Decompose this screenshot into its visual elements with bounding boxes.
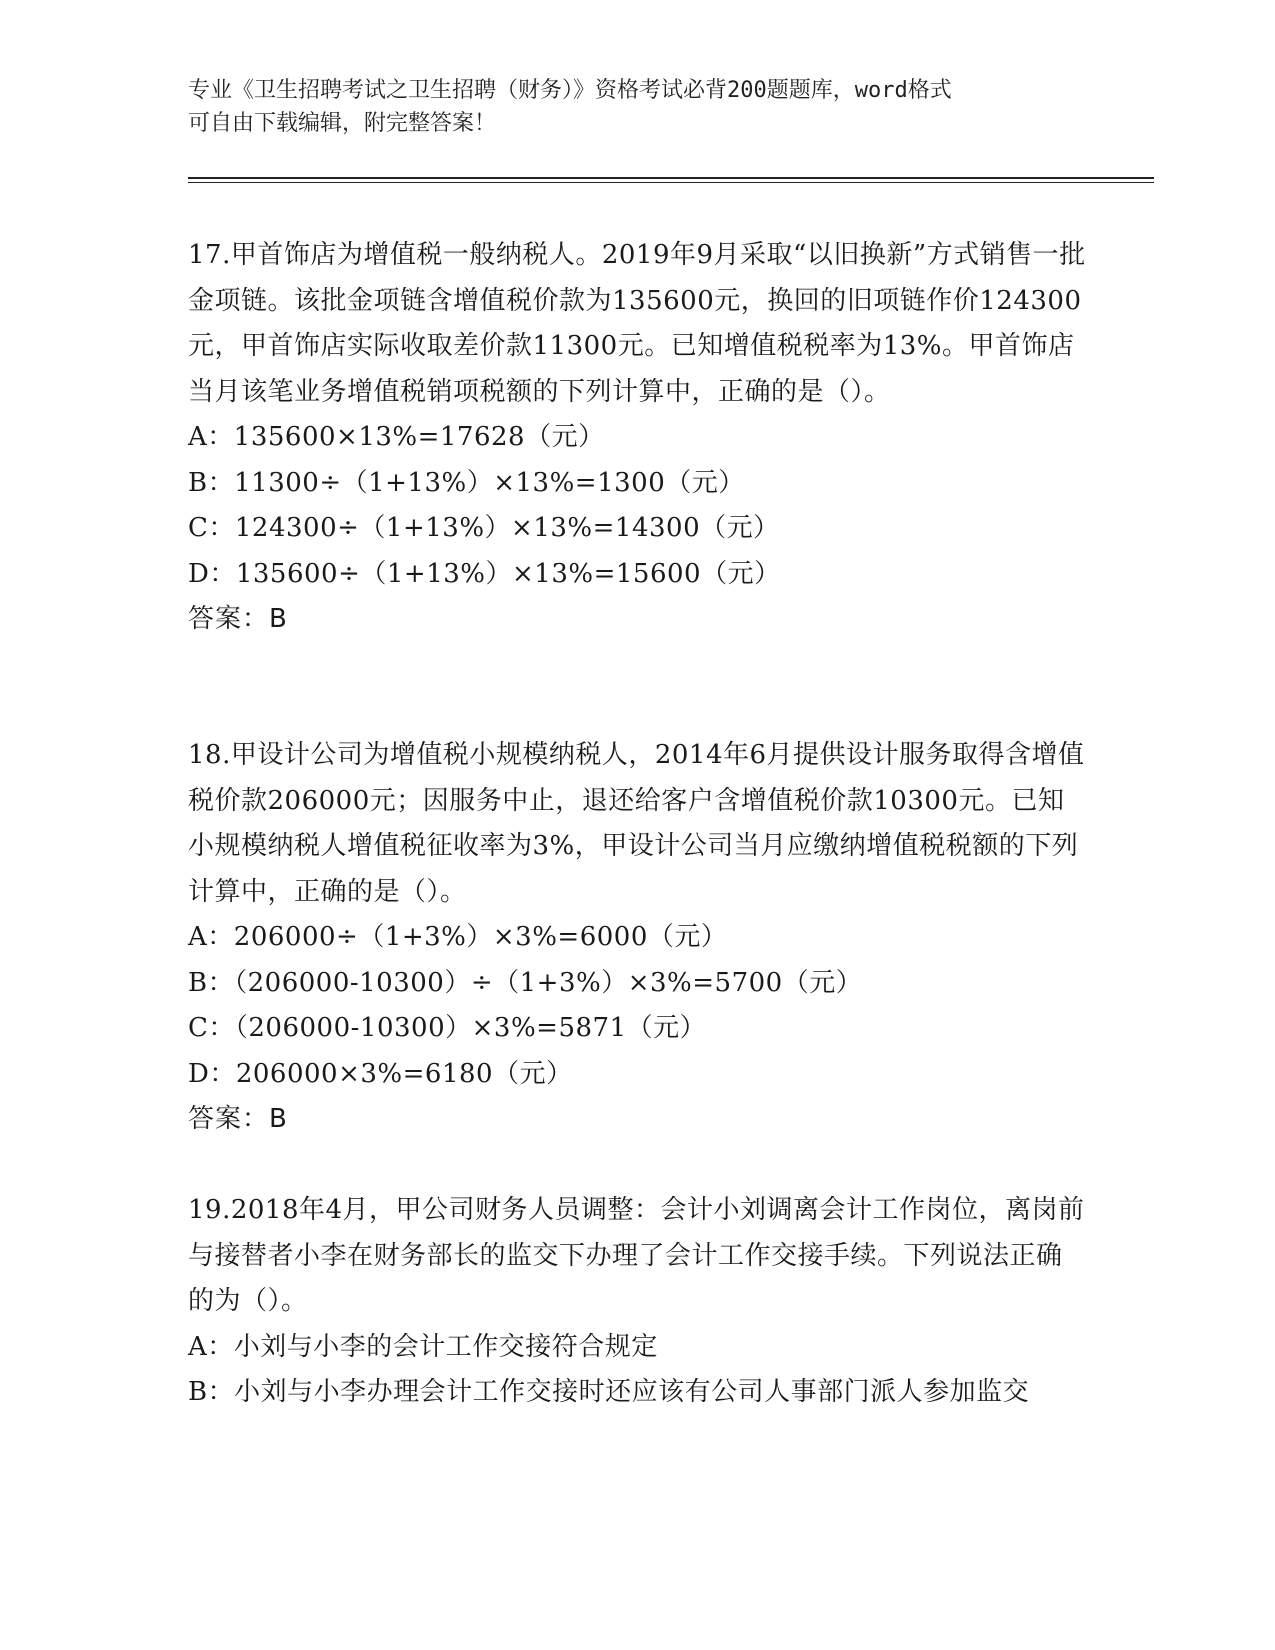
option-a: A：135600×13%=17628（元） [188, 422, 605, 452]
option-d: D：206000×3%=6180（元） [188, 1058, 573, 1089]
option-d: D：135600÷（1+13%）×13%=15600（元） [188, 558, 781, 589]
option-c: C：124300÷（1+13%）×13%=14300（元） [188, 513, 780, 543]
answer-line: 答案：B [188, 604, 288, 634]
document-header [188, 74, 1088, 140]
question-19 [188, 1188, 1088, 1416]
option-c: C：（206000-10300）×3%=5871（元） [188, 1013, 707, 1043]
option-a: A：206000÷（1+3%）×3%=6000（元） [188, 922, 728, 952]
question-text: 19.2018年4月，甲公司财务人员调整：会计小刘调离会计工作岗位，离岗前与接替者小李在财务部长的监交下办理了会计工作交接手续。下列说法正确的为（）。 [188, 1195, 1085, 1316]
header-line-2: 可自由下载编辑，附完整答案！ [188, 111, 497, 136]
question-text: 18.甲设计公司为增值税小规模纳税人，2014年6月提供设计服务取得含增值税价款206000元；因服务中止，退还给客户含增值税价款10300元。已知小规模纳税人增值税征收率为3%，甲设计公司当月应缴纳增值税税额的下列计算中，正确的是（）。 [188, 740, 1085, 907]
option-b: B：小刘与小李办理会计工作交接时还应该有公司人事部门派人参加监交 [188, 1377, 1030, 1407]
header-divider-thick [188, 177, 1154, 179]
header-line-1: 专业《卫生招聘考试之卫生招聘（财务）》资格考试必背200题题库，word格式 [188, 78, 952, 103]
option-b: B：11300÷（1+13%）×13%=1300（元） [188, 467, 745, 498]
question-text: 17.甲首饰店为增值税一般纳税人。2019年9月采取“以旧换新”方式销售一批金项链。该批金项链含增值税价款为135600元，换回的旧项链作价124300元，甲首饰店实际收取差价款11300元。已知增值税税率为13%。甲首饰店当月该笔业务增值税销项税额的下列计算中，正确的是（）。 [188, 240, 1086, 407]
answer-line: 答案：B [188, 1104, 288, 1134]
question-18 [188, 733, 1088, 1143]
header-divider-thin [188, 182, 1154, 183]
question-17 [188, 233, 1088, 643]
option-b: B：（206000-10300）÷（1+3%）×3%=5700（元） [188, 967, 863, 998]
option-a: A：小刘与小李的会计工作交接符合规定 [188, 1331, 658, 1362]
